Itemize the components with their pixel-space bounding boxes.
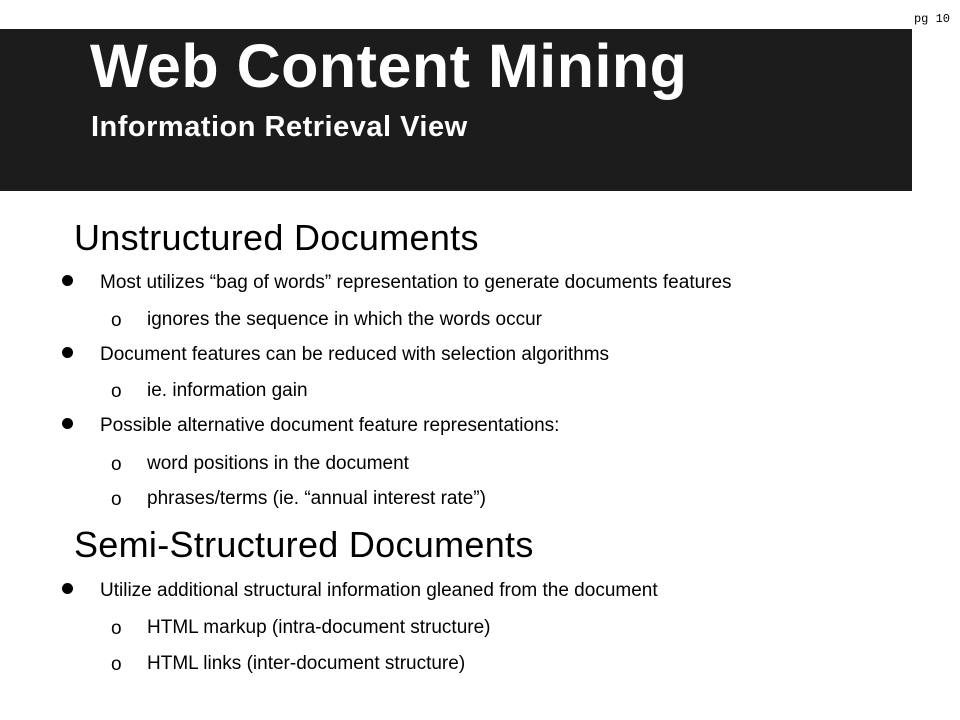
- section-heading-unstructured: Unstructured Documents: [74, 217, 479, 258]
- sub-bullet-marker-icon: o: [111, 489, 122, 510]
- sub-bullet-text: ie. information gain: [147, 380, 308, 401]
- sub-bullet-marker-icon: o: [111, 381, 122, 402]
- sub-bullet-item: [111, 488, 486, 510]
- bullet-dot-icon: [62, 583, 73, 594]
- bullet-text: Document features can be reduced with selection algorithms: [100, 344, 610, 365]
- page-number: pg 10: [913, 12, 950, 26]
- bullet-item: [100, 416, 559, 435]
- sub-bullet-text: HTML markup (intra-document structure): [147, 617, 491, 638]
- bullet-item: [100, 581, 658, 600]
- sub-bullet-marker-icon: o: [111, 618, 122, 639]
- sub-bullet-marker-icon: o: [111, 654, 122, 675]
- slide-subtitle: Information Retrieval View: [91, 111, 468, 143]
- sub-bullet-text: phrases/terms (ie. “annual interest rate”): [147, 488, 486, 509]
- bullet-text: Utilize additional structural information gleaned from the document: [100, 580, 658, 601]
- sub-bullet-item: [111, 309, 543, 331]
- bullet-text: Possible alternative document feature representations:: [100, 415, 560, 436]
- sub-bullet-text: word positions in the document: [147, 453, 409, 474]
- bullet-dot-icon: [62, 275, 73, 286]
- bullet-text: Most utilizes “bag of words” representation to generate documents features: [100, 272, 732, 293]
- bullet-dot-icon: [62, 418, 73, 429]
- bullet-item: [100, 273, 732, 292]
- sub-bullet-item: [111, 453, 409, 475]
- bullet-item: [100, 345, 609, 364]
- sub-bullet-text: ignores the sequence in which the words occur: [147, 309, 543, 330]
- sub-bullet-item: [111, 653, 466, 675]
- sub-bullet-marker-icon: o: [111, 454, 122, 475]
- section-heading-semi-structured: Semi-Structured Documents: [74, 524, 534, 565]
- sub-bullet-item: [111, 617, 491, 639]
- sub-bullet-item: [111, 380, 308, 402]
- slide-title: Web Content Mining: [90, 32, 688, 100]
- sub-bullet-marker-icon: o: [111, 310, 122, 331]
- bullet-dot-icon: [62, 347, 73, 358]
- sub-bullet-text: HTML links (inter-document structure): [147, 653, 466, 674]
